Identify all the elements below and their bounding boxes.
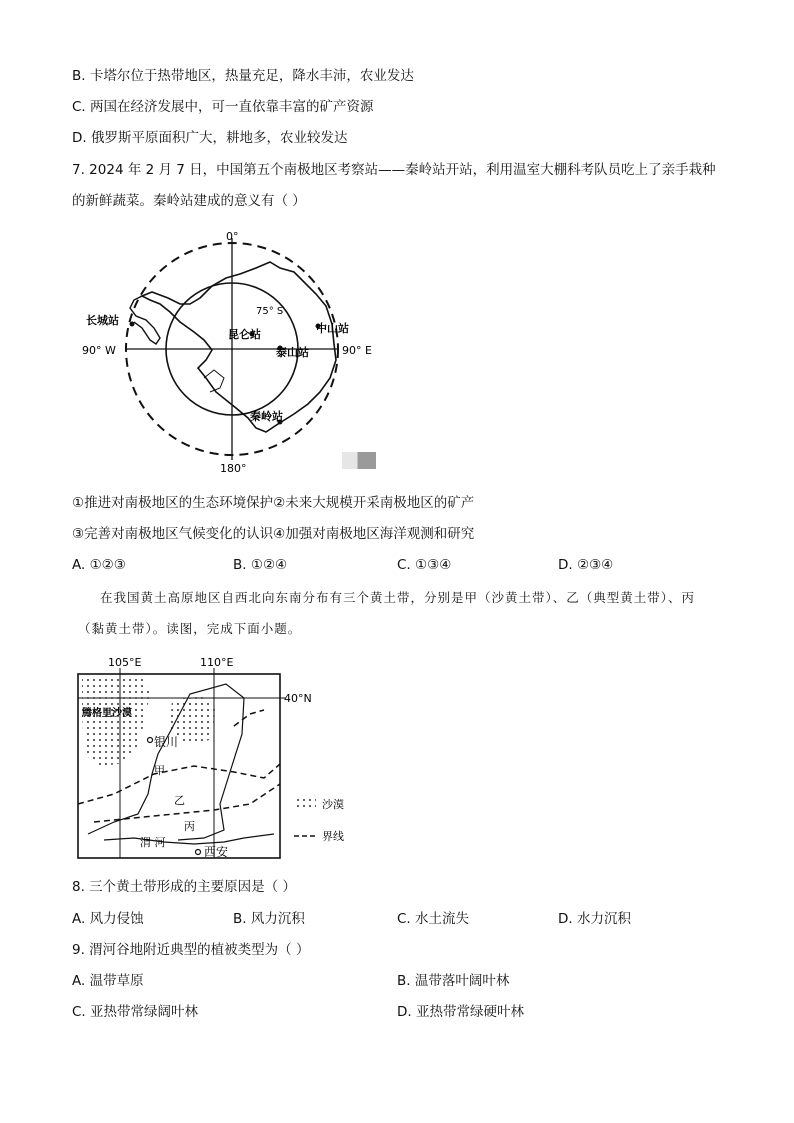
label-xian: 西安 xyxy=(204,845,229,859)
q8-option-d: D. 水力沉积 xyxy=(558,911,631,927)
legend-boundary-label: 界线 xyxy=(322,830,344,843)
label-75s: 75° S xyxy=(256,306,284,317)
q8-option-a: A. 风力侵蚀 xyxy=(72,911,144,927)
label-110e: 110°E xyxy=(200,656,234,669)
q7-option-b: B. ①②④ xyxy=(233,557,288,573)
q9-option-d: D. 亚热带常绿硬叶林 xyxy=(397,1004,524,1020)
q7-stem-line1: 7. 2024 年 2 月 7 日，中国第五个南极地区考察站——秦岭站开站，利用温室大棚科考队员吃上了亲手栽种 xyxy=(72,162,716,178)
label-yinchuan: 银川 xyxy=(154,735,179,749)
q8-option-b: B. 风力沉积 xyxy=(233,911,305,927)
yinchuan-dot xyxy=(148,738,153,743)
boundary-northeast xyxy=(234,710,264,726)
q6-option-b: B. 卡塔尔位于热带地区，热量充足，降水丰沛，农业发达 xyxy=(72,68,414,84)
legend-desert-label: 沙漠 xyxy=(322,798,344,811)
intro-line1: 在我国黄土高原地区自西北向东南分布有三个黄土带，分别是甲（沙黄土带）、乙（典型黄土带）、丙 xyxy=(100,590,696,605)
label-90e: 90° E xyxy=(342,344,372,357)
loess-plateau-map xyxy=(74,654,364,864)
q7-option-c: C. ①③④ xyxy=(397,557,452,573)
label-desert-name: 腾格里沙漠 xyxy=(82,708,132,719)
q7-stem-line2: 的新鲜蔬菜。秦岭站建成的意义有（ ） xyxy=(72,193,306,209)
label-changcheng: 长城站 xyxy=(86,314,119,327)
label-jia: 甲 xyxy=(154,764,165,777)
desert-area-west xyxy=(82,678,150,766)
label-90w: 90° W xyxy=(82,344,116,357)
q8-option-c: C. 水土流失 xyxy=(397,911,470,927)
q6-option-c: C. 两国在经济发展中，可一直依靠丰富的矿产资源 xyxy=(72,99,374,115)
intro-line2: （黏黄土带）。读图，完成下面小题。 xyxy=(78,621,302,636)
q7-statement-1: ①推进对南极地区的生态环境保护②未来大规模开采南极地区的矿产 xyxy=(72,495,475,511)
q7-option-a: A. ①②③ xyxy=(72,557,126,573)
label-kunlun: 昆仑站 xyxy=(228,328,261,341)
changcheng-station-dot xyxy=(130,322,135,327)
q8-stem: 8. 三个黄土带形成的主要原因是（ ） xyxy=(72,879,296,895)
antarctic-peninsula xyxy=(130,296,160,344)
legend-desert-swatch xyxy=(296,797,316,811)
q9-option-c: C. 亚热带常绿阔叶林 xyxy=(72,1004,199,1020)
image-placeholder xyxy=(342,452,376,469)
q9-option-b: B. 温带落叶阔叶林 xyxy=(397,973,510,989)
label-40n: 40°N xyxy=(284,692,312,705)
label-105e: 105°E xyxy=(108,656,142,669)
q6-option-d: D. 俄罗斯平原面积广大，耕地多，农业较发达 xyxy=(72,130,348,146)
label-taishan: 泰山站 xyxy=(276,346,309,359)
q7-option-d: D. ②③④ xyxy=(558,557,614,573)
q9-stem: 9. 渭河谷地附近典型的植被类型为（ ） xyxy=(72,942,310,958)
q9-option-a: A. 温带草原 xyxy=(72,973,144,989)
label-yi: 乙 xyxy=(174,794,185,807)
label-weihe: 渭 河 xyxy=(140,836,166,849)
label-bing: 丙 xyxy=(184,820,195,833)
label-zhongshan: 中山站 xyxy=(316,322,349,335)
label-180: 180° xyxy=(220,462,247,473)
antarctica-map xyxy=(80,228,390,473)
xian-dot xyxy=(196,850,201,855)
q7-statement-2: ③完善对南极地区气候变化的认识④加强对南极地区海洋观测和研究 xyxy=(72,526,475,542)
label-0: 0° xyxy=(226,230,239,243)
label-qinling: 秦岭站 xyxy=(250,410,283,423)
boundary-yi-bing xyxy=(94,784,280,822)
